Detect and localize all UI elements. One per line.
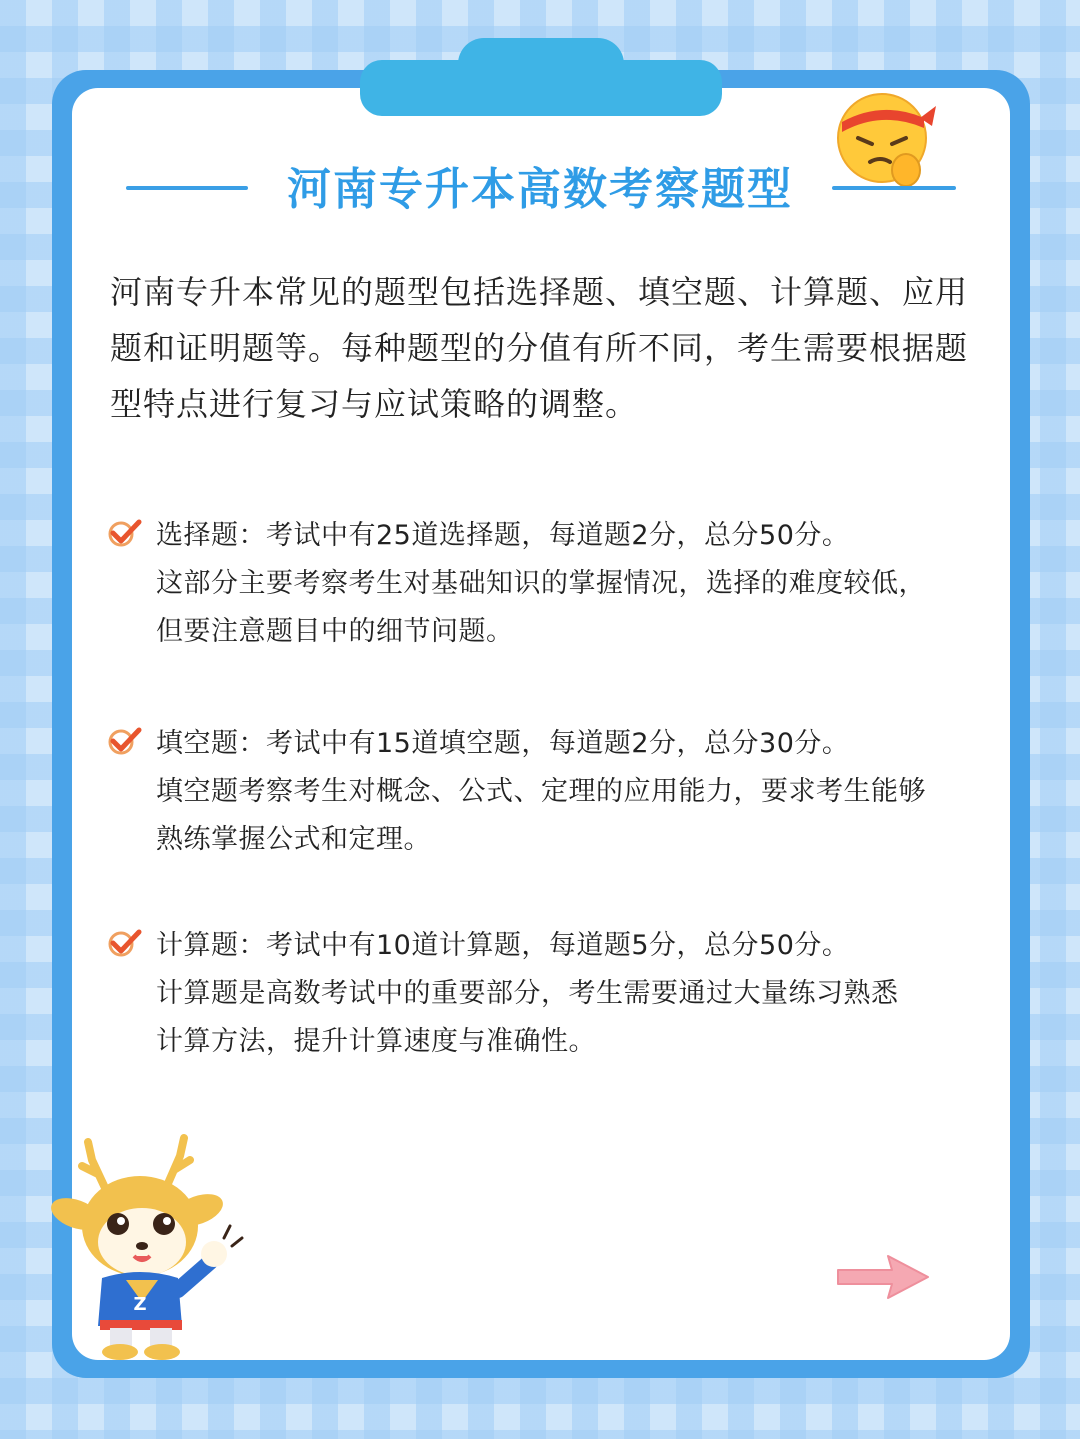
section-multiple-choice (106, 512, 986, 656)
next-arrow-icon[interactable] (834, 1254, 930, 1300)
mascot-badge: Z (133, 1294, 147, 1315)
section-detail: 填空题考察考生对概念、公式、定理的应用能力，要求考生能够 (156, 776, 926, 807)
section-fill-blank (106, 720, 986, 864)
section-heading: 填空题：考试中有15道填空题，每道题2分，总分30分。 (156, 728, 850, 759)
section-detail: 但要注意题目中的细节问题。 (156, 616, 514, 647)
section-detail: 计算方法，提升计算速度与准确性。 (156, 1026, 596, 1057)
header-tab (360, 60, 722, 116)
title-line-left (126, 186, 248, 190)
deer-mascot-icon (48, 1130, 244, 1362)
section-detail: 这部分主要考察考生对基础知识的掌握情况，选择的难度较低， (156, 568, 926, 599)
check-icon (106, 926, 142, 958)
section-detail: 熟练掌握公式和定理。 (156, 824, 431, 855)
check-icon (106, 516, 142, 548)
page-title: 河南专升本高数考察题型 (287, 164, 793, 215)
section-detail: 计算题是高数考试中的重要部分，考生需要通过大量练习熟悉 (156, 978, 899, 1009)
section-heading: 计算题：考试中有10道计算题，每道题5分，总分50分。 (156, 930, 850, 961)
section-heading: 选择题：考试中有25道选择题，每道题2分，总分50分。 (156, 520, 850, 551)
thinking-emoji-icon (832, 82, 940, 190)
section-calculation (106, 922, 986, 1066)
check-icon (106, 724, 142, 756)
title-line-right (832, 186, 956, 190)
intro-paragraph: 河南专升本常见的题型包括选择题、填空题、计算题、应用题和证明题等。每种题型的分值有所不同，考生需要根据题型特点进行复习与应试策略的调整。 (110, 273, 969, 423)
